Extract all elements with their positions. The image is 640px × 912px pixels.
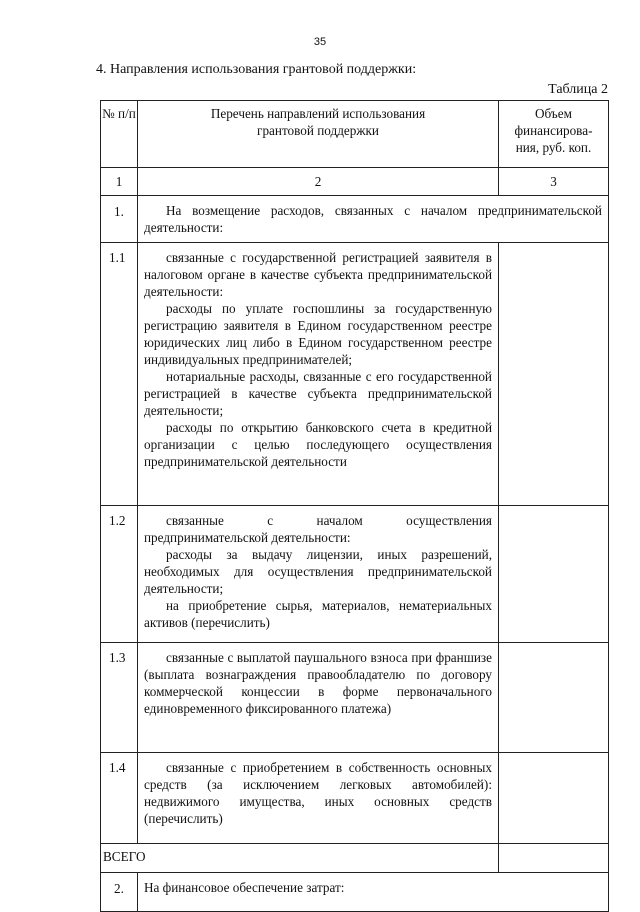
total-label: ВСЕГО bbox=[101, 844, 499, 873]
column-number-2: 2 bbox=[138, 168, 499, 196]
total-amount-cell[interactable] bbox=[499, 844, 609, 873]
row-description bbox=[138, 753, 499, 844]
row-paragraph: на приобретение сырья, материалов, нематериальных активов (перечислить) bbox=[144, 598, 492, 630]
column-number-3: 3 bbox=[499, 168, 609, 196]
row-description bbox=[138, 873, 609, 912]
row-description bbox=[138, 196, 609, 243]
row-amount-cell[interactable] bbox=[499, 753, 609, 844]
table-row bbox=[101, 196, 609, 243]
row-amount-cell[interactable] bbox=[499, 243, 609, 506]
table-row bbox=[101, 506, 609, 643]
row-paragraph: расходы по уплате госпошлины за государственную регистрацию заявителя в Едином государственном реестре юридических лиц либо в Едином государственном реестре индивидуальных предпринимателей; bbox=[144, 301, 492, 367]
header-number: № п/п bbox=[101, 101, 138, 168]
row-paragraph: На возмещение расходов, связанных с началом предпринимательской деятельности: bbox=[144, 203, 602, 235]
column-numbers-row bbox=[101, 168, 609, 196]
table-row bbox=[101, 243, 609, 506]
row-number: 1.3 bbox=[101, 643, 138, 753]
row-number: 2. bbox=[101, 873, 138, 912]
row-number: 1. bbox=[101, 196, 138, 243]
total-row bbox=[101, 844, 609, 873]
table-row bbox=[101, 873, 609, 912]
row-paragraph: расходы за выдачу лицензии, иных разрешений, необходимых для осуществления предпринимательской деятельности; bbox=[144, 547, 492, 596]
row-number: 1.1 bbox=[101, 243, 138, 506]
row-paragraph: связанные с государственной регистрацией заявителя в налоговом органе в качестве субъекта предпринимательской деятельности: bbox=[144, 250, 492, 299]
row-amount-cell[interactable] bbox=[499, 643, 609, 753]
table-caption: Таблица 2 bbox=[548, 82, 608, 97]
row-description bbox=[138, 243, 499, 506]
grant-directions-table bbox=[100, 100, 609, 912]
page-number: 35 bbox=[313, 36, 327, 48]
row-description bbox=[138, 643, 499, 753]
row-number: 1.2 bbox=[101, 506, 138, 643]
header-directions: Перечень направлений использования грантовой поддержки bbox=[138, 101, 499, 168]
column-number-1: 1 bbox=[101, 168, 138, 196]
row-paragraph: На финансовое обеспечение затрат: bbox=[144, 880, 345, 895]
header-amount: Объем финансирова-ния, руб. коп. bbox=[499, 101, 609, 168]
row-paragraph: нотариальные расходы, связанные с его государственной регистрацией в качестве субъекта предпринимательской деятельности; bbox=[144, 369, 492, 418]
table-header-row bbox=[101, 101, 609, 168]
table-row bbox=[101, 643, 609, 753]
row-paragraph: связанные с началом осуществления предпринимательской деятельности: bbox=[144, 513, 492, 545]
section-heading: 4. Направления использования грантовой поддержки: bbox=[96, 62, 417, 77]
row-paragraph: связанные с приобретением в собственность основных средств (за исключением легковых автомобилей): недвижимого имущества, иных основных средств (перечислить) bbox=[144, 760, 492, 826]
row-amount-cell[interactable] bbox=[499, 506, 609, 643]
row-paragraph: связанные с выплатой паушального взноса при франшизе (выплата вознаграждения правообладателю по договору коммерческой концессии в форме первоначального единовременного фиксированного платежа) bbox=[144, 650, 492, 716]
table-row bbox=[101, 753, 609, 844]
row-number: 1.4 bbox=[101, 753, 138, 844]
row-paragraph: расходы по открытию банковского счета в кредитной организации с целью последующего осуществления предпринимательской деятельности bbox=[144, 420, 492, 469]
row-description bbox=[138, 506, 499, 643]
